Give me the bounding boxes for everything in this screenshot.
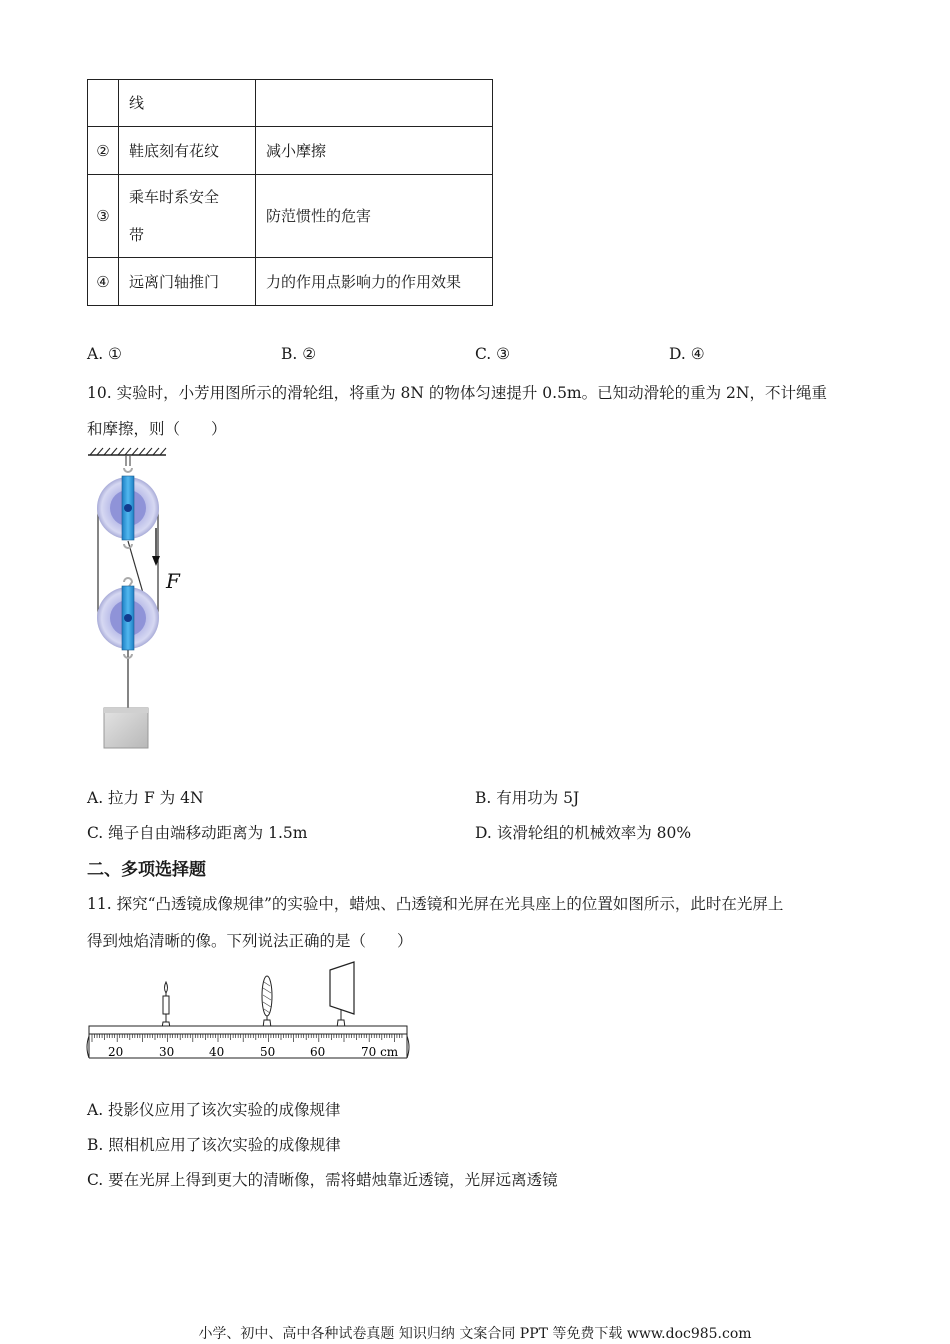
row-number: ③ [88,175,119,258]
weight-block [104,708,148,748]
movable-pulley [97,578,159,658]
q9-option-a: A. ① [87,345,122,363]
ruler-label: 40 [209,1045,225,1059]
ruler-label: 60 [310,1045,326,1059]
optical-bench-figure [86,958,412,1064]
ruler-labels [108,1045,399,1059]
example-line: 乘车时系安全 [129,188,220,206]
force-label: F [166,569,180,593]
comparison-table [87,79,493,306]
q10-option-b: B. 有用功为 5J [475,789,580,807]
q10-option-a: A. 拉力 F 为 4N [87,789,204,807]
ceiling [88,448,166,455]
ruler-label: 30 [159,1045,175,1059]
q11-option-b: B. 照相机应用了该次实验的成像规律 [87,1136,341,1154]
ruler-label: 20 [108,1045,124,1059]
footer-text: 小学、初中、高中各种试卷真题 知识归纳 文案合同 PPT 等免费下载 www.doc985.com [198,1326,752,1342]
principle-cell [256,80,493,127]
row-number: ④ [88,258,119,306]
q10-stem-cont: 和摩擦，则（ ） [87,420,227,438]
ruler-label: 50 [260,1045,276,1059]
q11-stem: 11. 探究“凸透镜成像规律”的实验中，蜡烛、凸透镜和光屏在光具座上的位置如图所示，此时在光屏上 [87,895,784,913]
principle-cell: 防范惯性的危害 [256,175,493,258]
candle [162,982,170,1028]
example-cell [119,175,256,258]
row-number: ② [88,127,119,175]
q11-option-c: C. 要在光屏上得到更大的清晰像，需将蜡烛靠近透镜，光屏远离透镜 [87,1171,558,1189]
q11-stem-cont: 得到烛焰清晰的像。下列说法正确的是（ ） [87,932,413,950]
q11-option-a: A. 投影仪应用了该次实验的成像规律 [87,1101,341,1119]
q10-stem: 10. 实验时，小芳用图所示的滑轮组，将重为 8N 的物体匀速提升 0.5m。已知动滑轮的重为 2N，不计绳重 [87,384,827,402]
q9-option-c: C. ③ [475,345,511,363]
example-cell: 远离门轴推门 [119,258,256,306]
pulley-system-figure [86,446,196,752]
q9-option-b: B. ② [281,345,317,363]
q9-option-d: D. ④ [669,345,705,363]
fixed-pulley [97,456,159,548]
ruler-label: 70 cm [361,1045,399,1059]
convex-lens [262,976,272,1028]
q10-option-c: C. 绳子自由端移动距离为 1.5m [87,824,308,842]
force-arrow [152,528,160,566]
q10-option-d: D. 该滑轮组的机械效率为 80% [475,824,692,842]
principle-cell: 力的作用点影响力的作用效果 [256,258,493,306]
light-screen [330,962,354,1028]
example-line: 带 [129,226,145,244]
table-row [88,80,493,127]
example-cell: 鞋底刻有花纹 [119,127,256,175]
table-row [88,175,493,258]
section-title: 二、多项选择题 [87,860,206,880]
principle-cell: 减小摩擦 [256,127,493,175]
example-cell: 线 [119,80,256,127]
row-number [88,80,119,127]
table-row [88,258,493,306]
table-row [88,127,493,175]
